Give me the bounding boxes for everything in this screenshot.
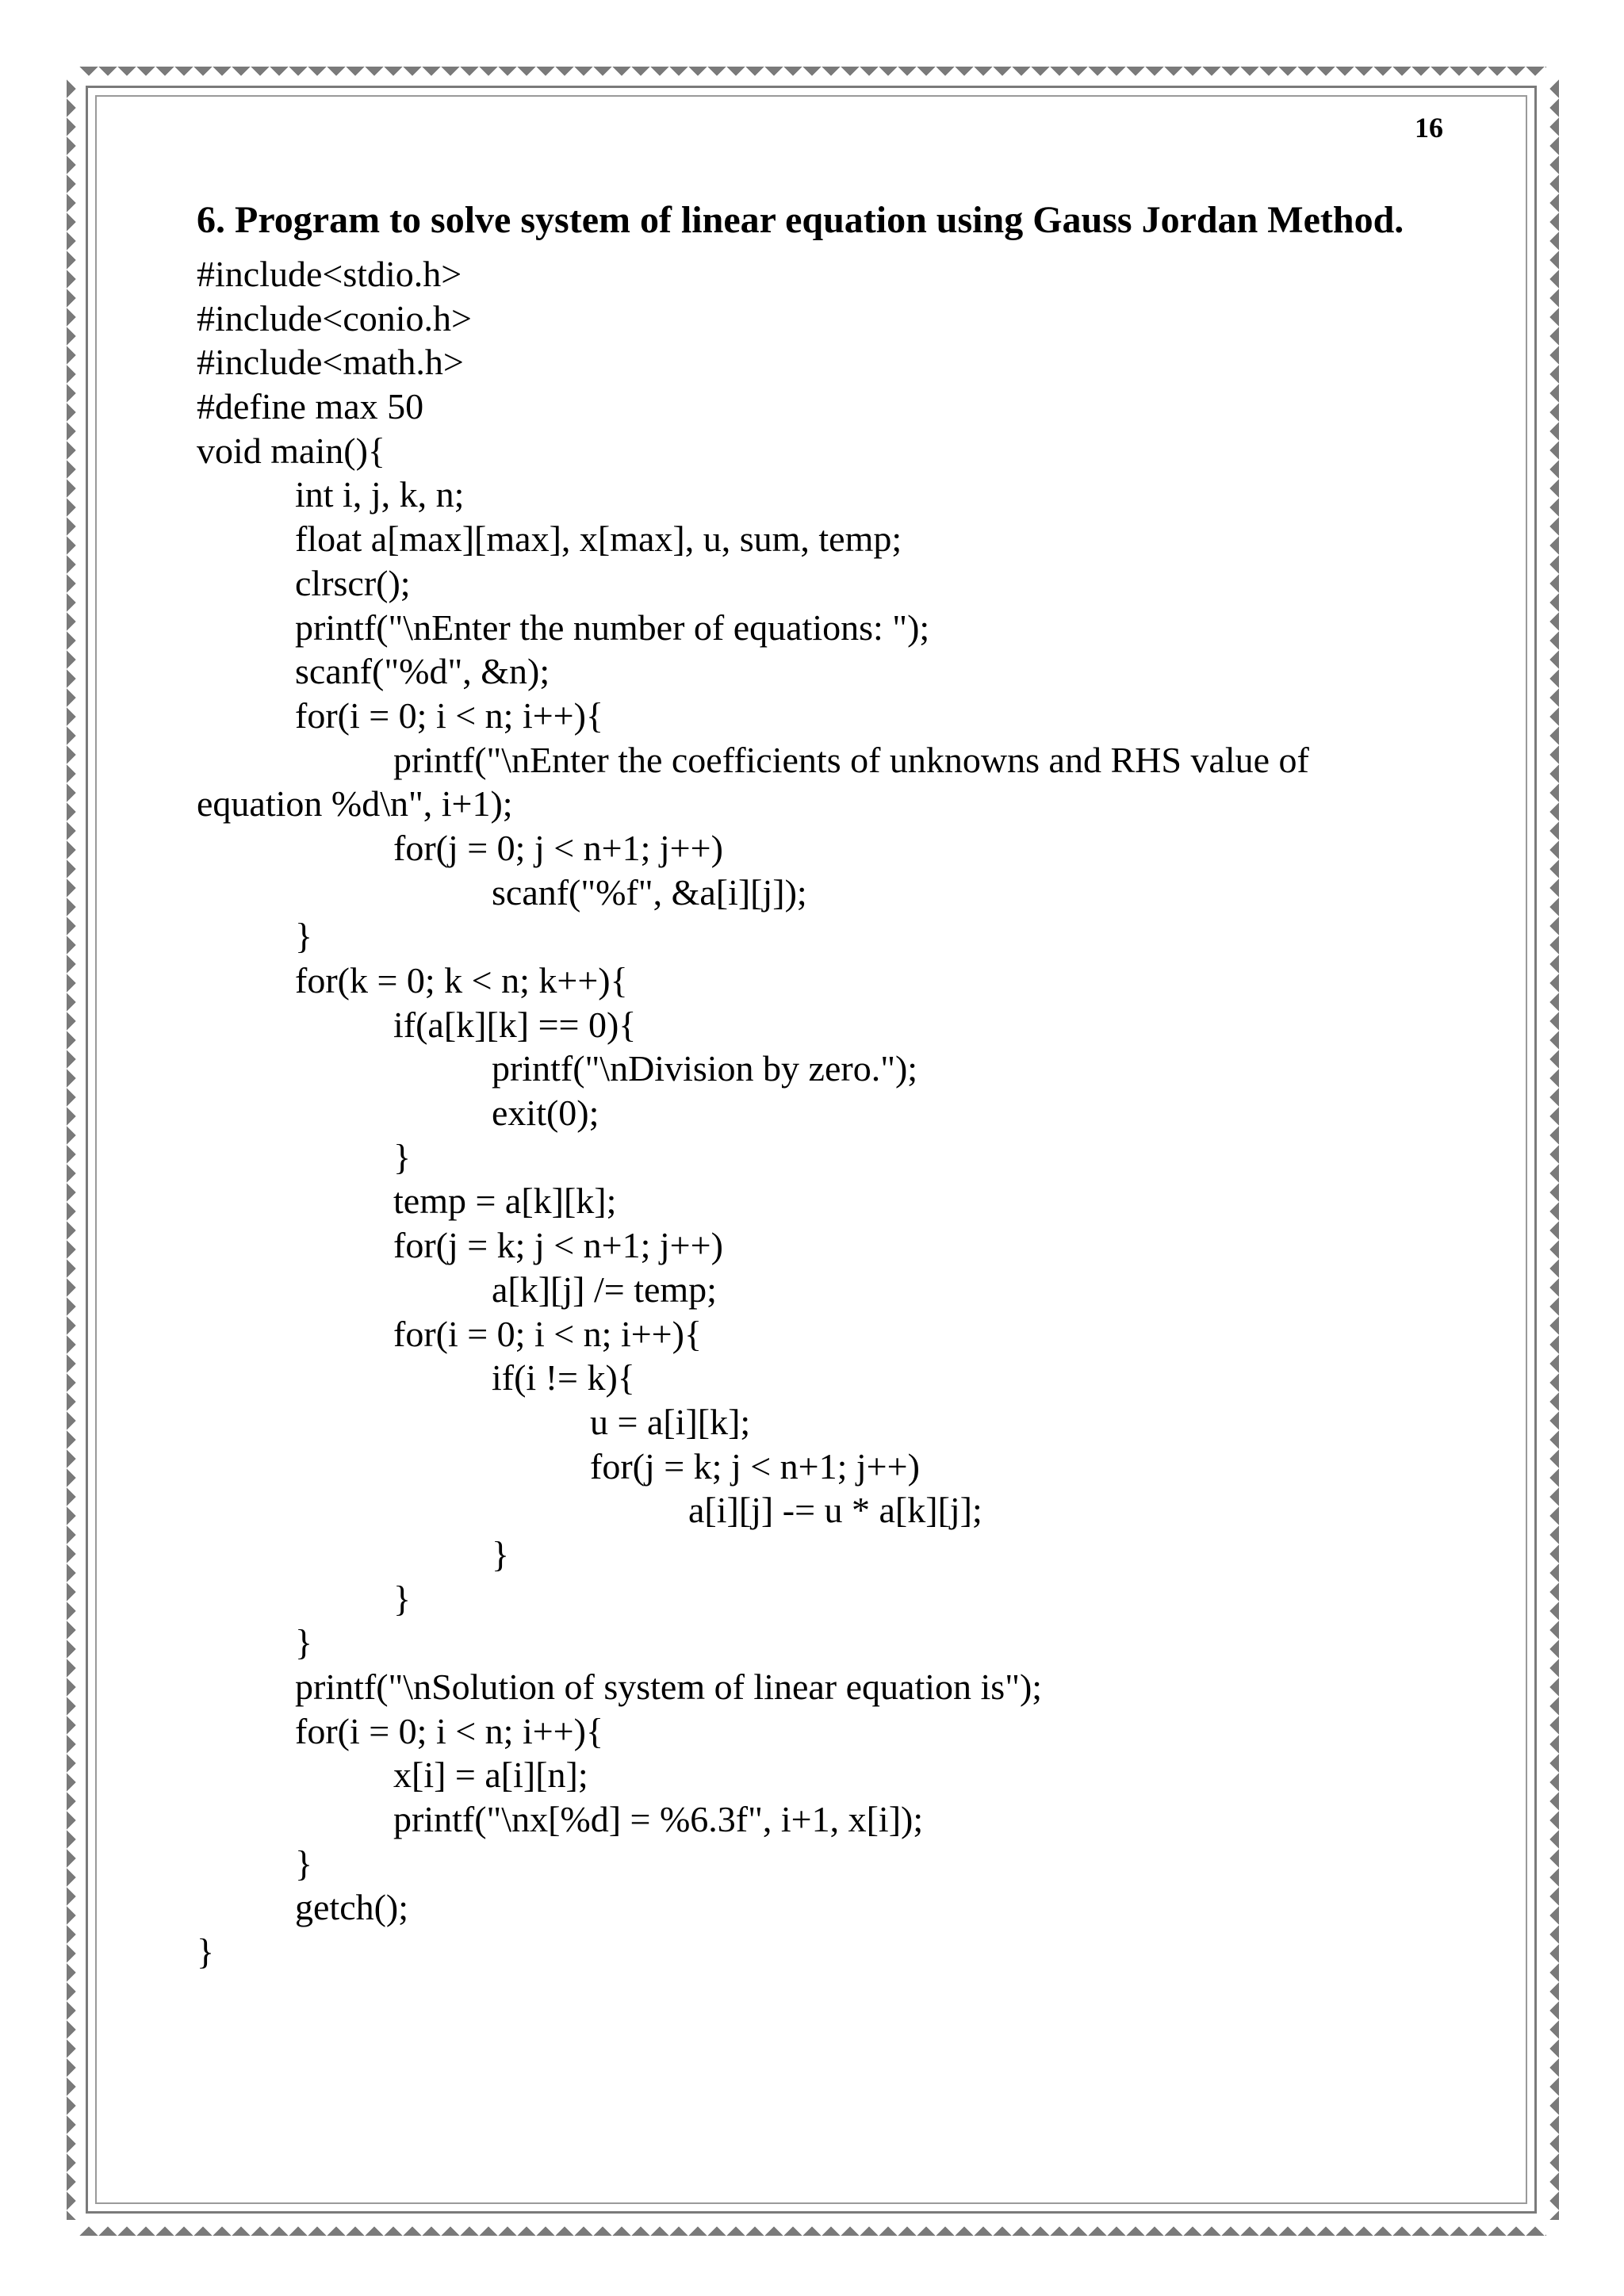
page-number: 16 [1415, 112, 1443, 144]
code-line: if(i != k){ [492, 1357, 635, 1399]
decorative-border-bottom [79, 2217, 1546, 2236]
decorative-border-right [1540, 79, 1559, 2220]
code-line: for(j = k; j < n+1; j++) [590, 1445, 920, 1487]
code-line: for(j = 0; j < n+1; j++) [393, 827, 723, 868]
code-line: float a[max][max], x[max], u, sum, temp; [295, 519, 902, 560]
code-line: x[i] = a[i][n]; [393, 1755, 588, 1796]
code-line: clrscr(); [295, 562, 411, 603]
code-line: if(a[k][k] == 0){ [393, 1004, 637, 1045]
decorative-border-left [67, 79, 86, 2220]
code-line: a[k][j] /= temp; [492, 1269, 717, 1310]
code-line: temp = a[k][k]; [393, 1181, 617, 1222]
code-listing [197, 252, 1505, 1974]
code-line: getch(); [295, 1887, 409, 1928]
code-line: #include<stdio.h> [197, 254, 462, 294]
code-line: for(k = 0; k < n; k++){ [295, 960, 628, 1001]
code-line: int i, j, k, n; [295, 474, 465, 515]
code-line: #include<math.h> [197, 342, 464, 383]
code-line: } [295, 1843, 313, 1884]
code-line: for(i = 0; i < n; i++){ [295, 1710, 604, 1751]
code-line: exit(0); [492, 1093, 599, 1134]
code-line: } [295, 1622, 313, 1663]
code-line: equation %d\n", i+1); [197, 783, 513, 825]
code-line: void main(){ [197, 430, 385, 471]
code-line: printf("\nx[%d] = %6.3f", i+1, x[i]); [393, 1799, 924, 1840]
code-line: #include<conio.h> [197, 297, 472, 339]
decorative-border-top [79, 67, 1546, 86]
code-line: for(i = 0; i < n; i++){ [393, 1313, 703, 1354]
code-line: } [393, 1578, 412, 1619]
section-title: 6. Program to solve system of linear equation using Gauss Jordan Method. [197, 199, 1404, 241]
code-line: for(j = k; j < n+1; j++) [393, 1225, 723, 1266]
code-line: for(i = 0; i < n; i++){ [295, 695, 604, 736]
code-line: } [295, 916, 313, 957]
code-line: printf("\nEnter the number of equations: "); [295, 607, 930, 648]
code-line: printf("\nEnter the coefficients of unknowns and RHS value of [393, 739, 1309, 780]
code-line: scanf("%d", &n); [295, 651, 550, 692]
code-line: } [393, 1136, 412, 1177]
code-line: printf("\nDivision by zero."); [492, 1048, 918, 1089]
code-line: } [492, 1533, 510, 1575]
code-line: } [197, 1931, 215, 1973]
code-line: u = a[i][k]; [590, 1401, 751, 1442]
code-line: a[i][j] -= u * a[k][j]; [688, 1490, 982, 1531]
code-line: printf("\nSolution of system of linear equation is"); [295, 1667, 1043, 1707]
code-line: #define max 50 [197, 386, 424, 427]
code-line: scanf("%f", &a[i][j]); [492, 871, 807, 913]
